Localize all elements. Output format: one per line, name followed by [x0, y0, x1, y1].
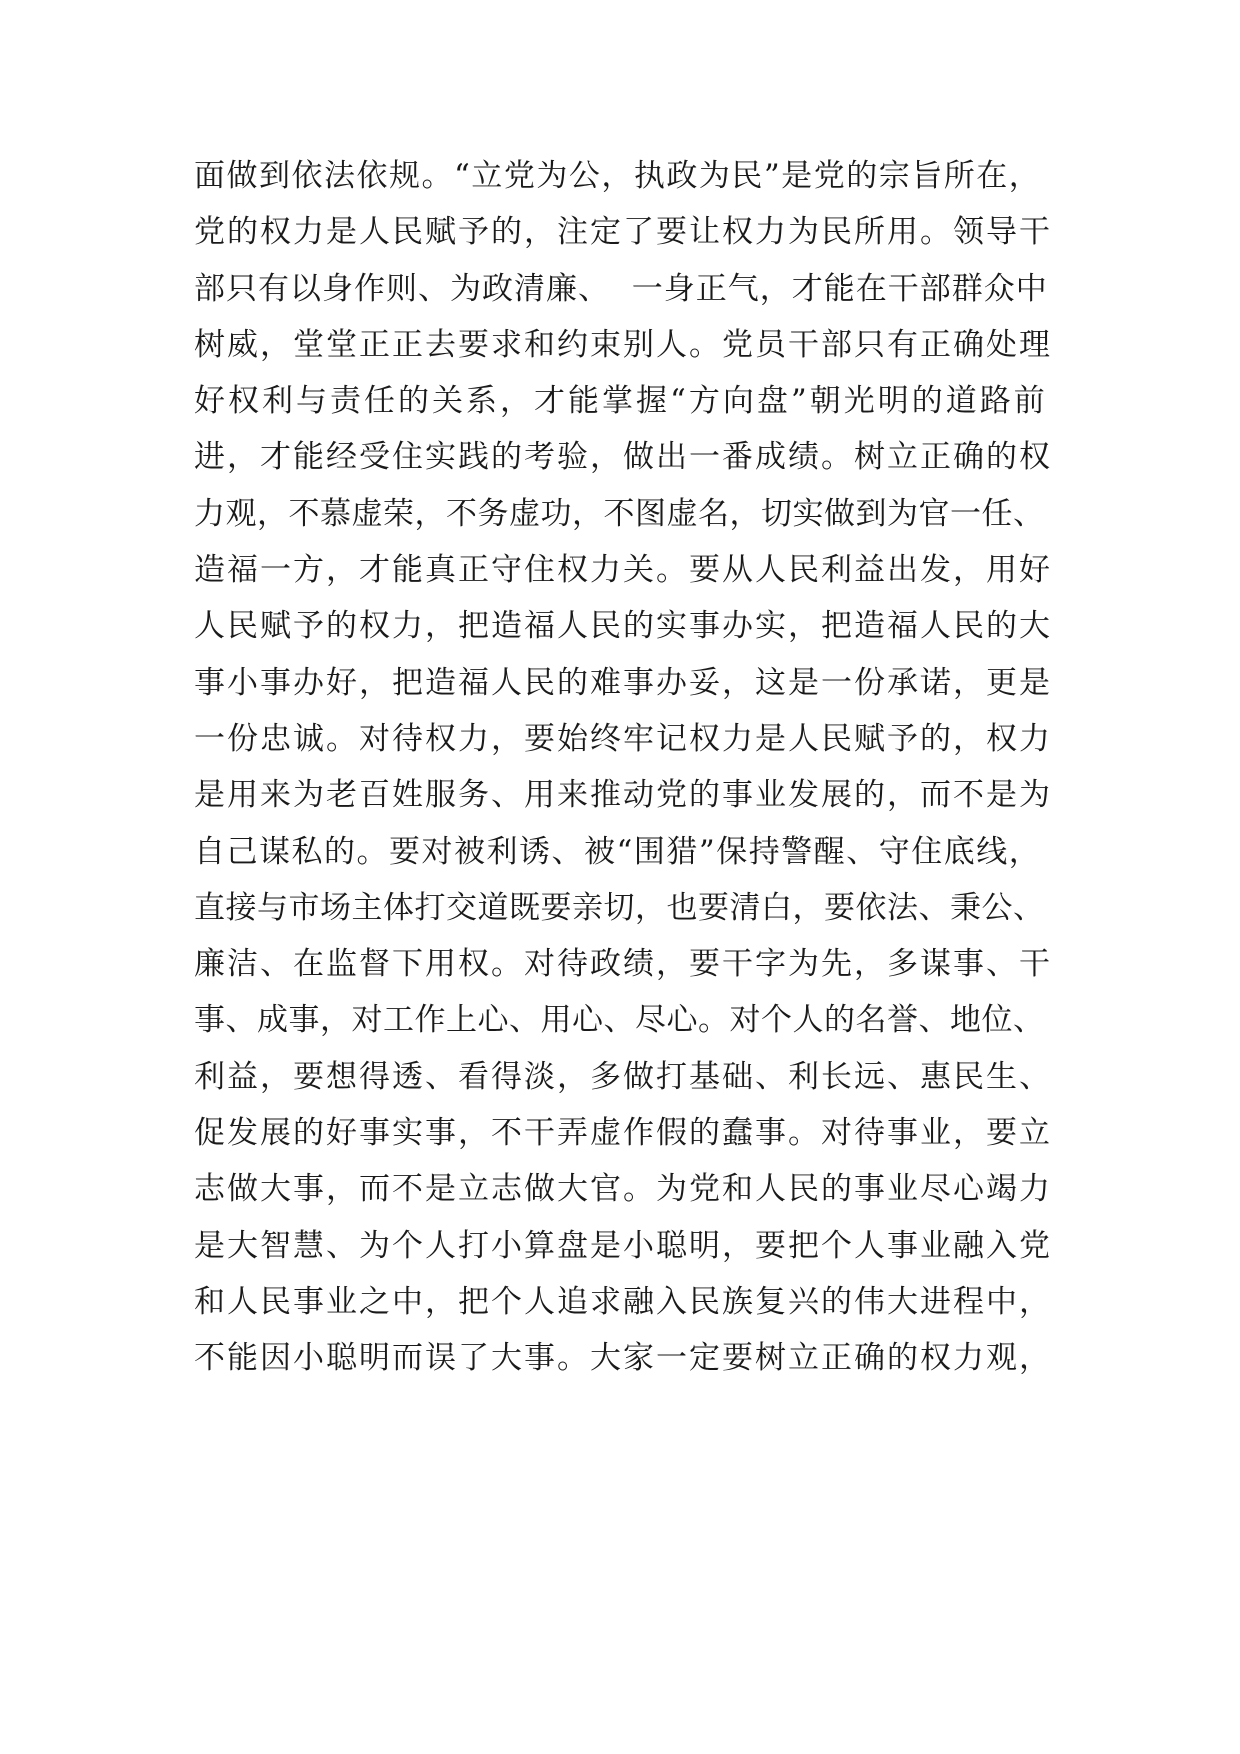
text-line: 党的权力是人民赋予的，注定了要让权力为民所用。领导干 [194, 214, 1052, 251]
text-line: 造福一方，才能真正守住权力关。要从人民利益出发，用好 [194, 552, 1052, 589]
text-line: 直接与市场主体打交道既要亲切，也要清白，要依法、秉公、 [194, 889, 1045, 926]
text-line: 一份忠诚。对待权力，要始终牢记权力是人民赋予的，权力 [194, 720, 1052, 757]
text-line: 树威，堂堂正正去要求和约束别人。党员干部只有正确处理 [194, 326, 1052, 363]
text-line: 进，才能经受住实践的考验，做出一番成绩。树立正确的权 [194, 439, 1052, 476]
text-line: 人民赋予的权力，把造福人民的实事办实，把造福人民的大 [194, 608, 1052, 645]
text-line: 利益，要想得透、看得淡，多做打基础、利长远、惠民生、 [194, 1058, 1052, 1095]
text-line: 面做到依法依规。“立党为公，执政为民”是党的宗旨所在， [194, 158, 1042, 194]
text-line: 力观，不慕虚荣，不务虚功，不图虚名，切实做到为官一任、 [194, 495, 1045, 532]
text-line: 促发展的好事实事，不干弄虚作假的蠢事。对待事业，要立 [194, 1115, 1052, 1152]
text-line: 廉洁、在监督下用权。对待政绩，要干字为先，多谋事、干 [194, 946, 1052, 983]
text-line: 不能因小聪明而误了大事。大家一定要树立正确的权力观， [194, 1340, 1052, 1377]
text-line: 好权利与责任的关系，才能掌握“方向盘”朝光明的道路前 [194, 383, 1048, 420]
text-line: 自己谋私的。要对被利诱、被“围猎”保持警醒、守住底线， [194, 833, 1042, 870]
text-line: 志做大事，而不是立志做大官。为党和人民的事业尽心竭力 [194, 1171, 1052, 1208]
body-paragraph [194, 148, 1054, 1387]
text-line: 事、成事，对工作上心、用心、尽心。对个人的名誉、地位、 [194, 1002, 1045, 1039]
text-line: 部只有以身作则、为政清廉、 一身正气，才能在干部群众中 [194, 270, 1048, 307]
text-line: 是用来为老百姓服务、用来推动党的事业发展的，而不是为 [194, 777, 1052, 814]
text-line: 和人民事业之中，把个人追求融入民族复兴的伟大进程中， [194, 1283, 1052, 1320]
text-line: 是大智慧、为个人打小算盘是小聪明，要把个人事业融入党 [194, 1227, 1052, 1264]
text-line: 事小事办好，把造福人民的难事办妥，这是一份承诺，更是 [194, 664, 1052, 701]
